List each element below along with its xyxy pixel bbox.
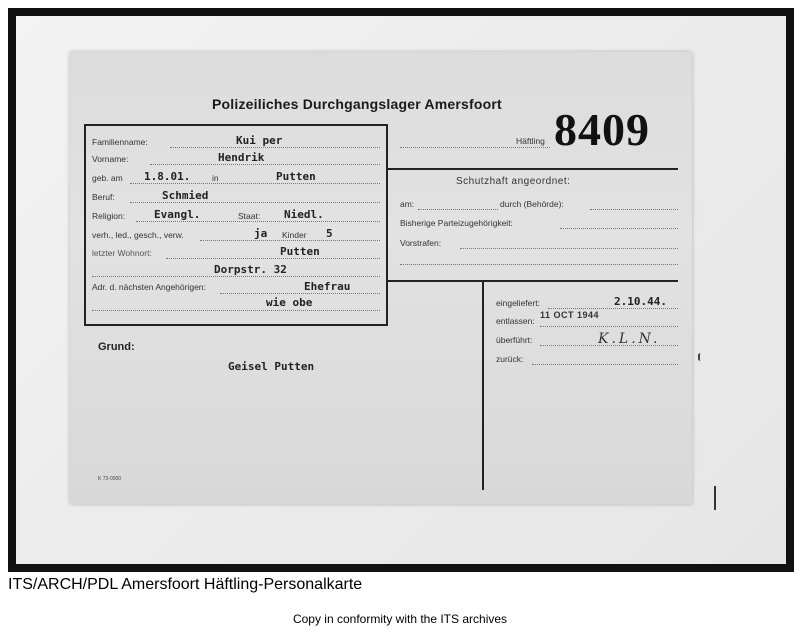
dotted-line xyxy=(166,258,380,259)
form-code: K 73-0000 xyxy=(98,476,122,482)
photo-scratch-mark xyxy=(714,486,716,510)
dotted-line xyxy=(130,183,380,184)
dotted-line xyxy=(136,221,380,222)
angehoerige-value-2: wie obe xyxy=(266,296,313,309)
dotted-line xyxy=(200,240,380,241)
divider-line xyxy=(388,168,678,170)
dotted-line xyxy=(548,308,678,309)
grund-value: Geisel Putten xyxy=(228,360,315,373)
beruf-value: Schmied xyxy=(162,189,209,202)
eingeliefert-value: 2.10.44. xyxy=(614,295,667,308)
dotted-line xyxy=(92,310,380,311)
familienname-label: Familienname: xyxy=(92,137,148,147)
eingeliefert-label: eingeliefert: xyxy=(496,298,540,308)
haeftling-number: 8409 xyxy=(554,104,650,155)
partei-label: Bisherige Parteizugehörigkeit: xyxy=(400,218,513,228)
divider-line xyxy=(388,280,678,282)
angehoerige-label: Adr. d. nächsten Angehörigen: xyxy=(92,282,206,292)
wohnort-label: letzter Wohnort: xyxy=(92,248,152,258)
dotted-line xyxy=(170,147,380,148)
divider-line-vertical xyxy=(482,282,484,490)
angehoerige-value: Ehefrau xyxy=(304,280,351,293)
dotted-line xyxy=(400,264,678,265)
status-value: ja xyxy=(254,227,268,240)
dotted-line xyxy=(560,228,678,229)
kinder-value: 5 xyxy=(326,227,333,240)
dotted-line xyxy=(532,364,678,365)
dotted-line xyxy=(590,209,678,210)
religion-value: Evangl. xyxy=(154,208,201,221)
geb-in-label: in xyxy=(212,173,219,183)
durch-label: durch (Behörde): xyxy=(500,199,564,209)
card-title: Polizeiliches Durchgangslager Amersfoort xyxy=(212,96,502,112)
dotted-line xyxy=(540,326,678,327)
dotted-line xyxy=(92,276,380,277)
geb-place: Putten xyxy=(276,170,316,183)
vorname-value: Hendrik xyxy=(218,151,265,164)
entlassen-stamp: 11 OCT 1944 xyxy=(540,310,600,320)
staat-value: Niedl. xyxy=(284,208,324,221)
am-label: am: xyxy=(400,199,415,209)
photo-scratch-mark xyxy=(698,353,703,361)
grund-label: Grund: xyxy=(98,341,135,353)
beruf-label: Beruf: xyxy=(92,192,115,202)
geb-label: geb. am xyxy=(92,173,123,183)
status-label: verh., led., gesch., verw. xyxy=(92,230,184,240)
dotted-line xyxy=(400,147,550,148)
copy-note: Copy in conformity with the ITS archives xyxy=(292,612,508,626)
wohnort-street: Dorpstr. 32 xyxy=(214,263,287,276)
staat-label: Staat: xyxy=(238,211,261,221)
haeftling-label: Häftling xyxy=(516,136,545,146)
entlassen-label: entlassen: xyxy=(496,316,535,326)
prisoner-card xyxy=(70,52,692,504)
archive-photo-frame xyxy=(8,8,794,572)
dotted-line xyxy=(220,293,380,294)
dotted-line xyxy=(418,209,498,210)
dotted-line xyxy=(130,202,380,203)
familienname-value: Kui per xyxy=(236,134,283,147)
schutzhaft-label: Schutzhaft angeordnet: xyxy=(456,176,571,187)
dotted-line xyxy=(460,248,678,249)
kinder-label: Kinder xyxy=(282,230,307,240)
archive-caption: ITS/ARCH/PDL Amersfoort Häftling-Personalkarte xyxy=(8,576,363,593)
ueberfuehrt-value: K.L.N. xyxy=(598,331,661,347)
geb-date: 1.8.01. xyxy=(144,170,191,183)
zurueck-label: zurück: xyxy=(496,354,524,364)
dotted-line xyxy=(150,164,380,165)
ueberfuehrt-label: überführt: xyxy=(496,335,533,345)
religion-label: Religion: xyxy=(92,211,126,221)
wohnort-city: Putten xyxy=(280,245,320,258)
vorname-label: Vorname: xyxy=(92,154,129,164)
vorstrafen-label: Vorstrafen: xyxy=(400,238,442,248)
